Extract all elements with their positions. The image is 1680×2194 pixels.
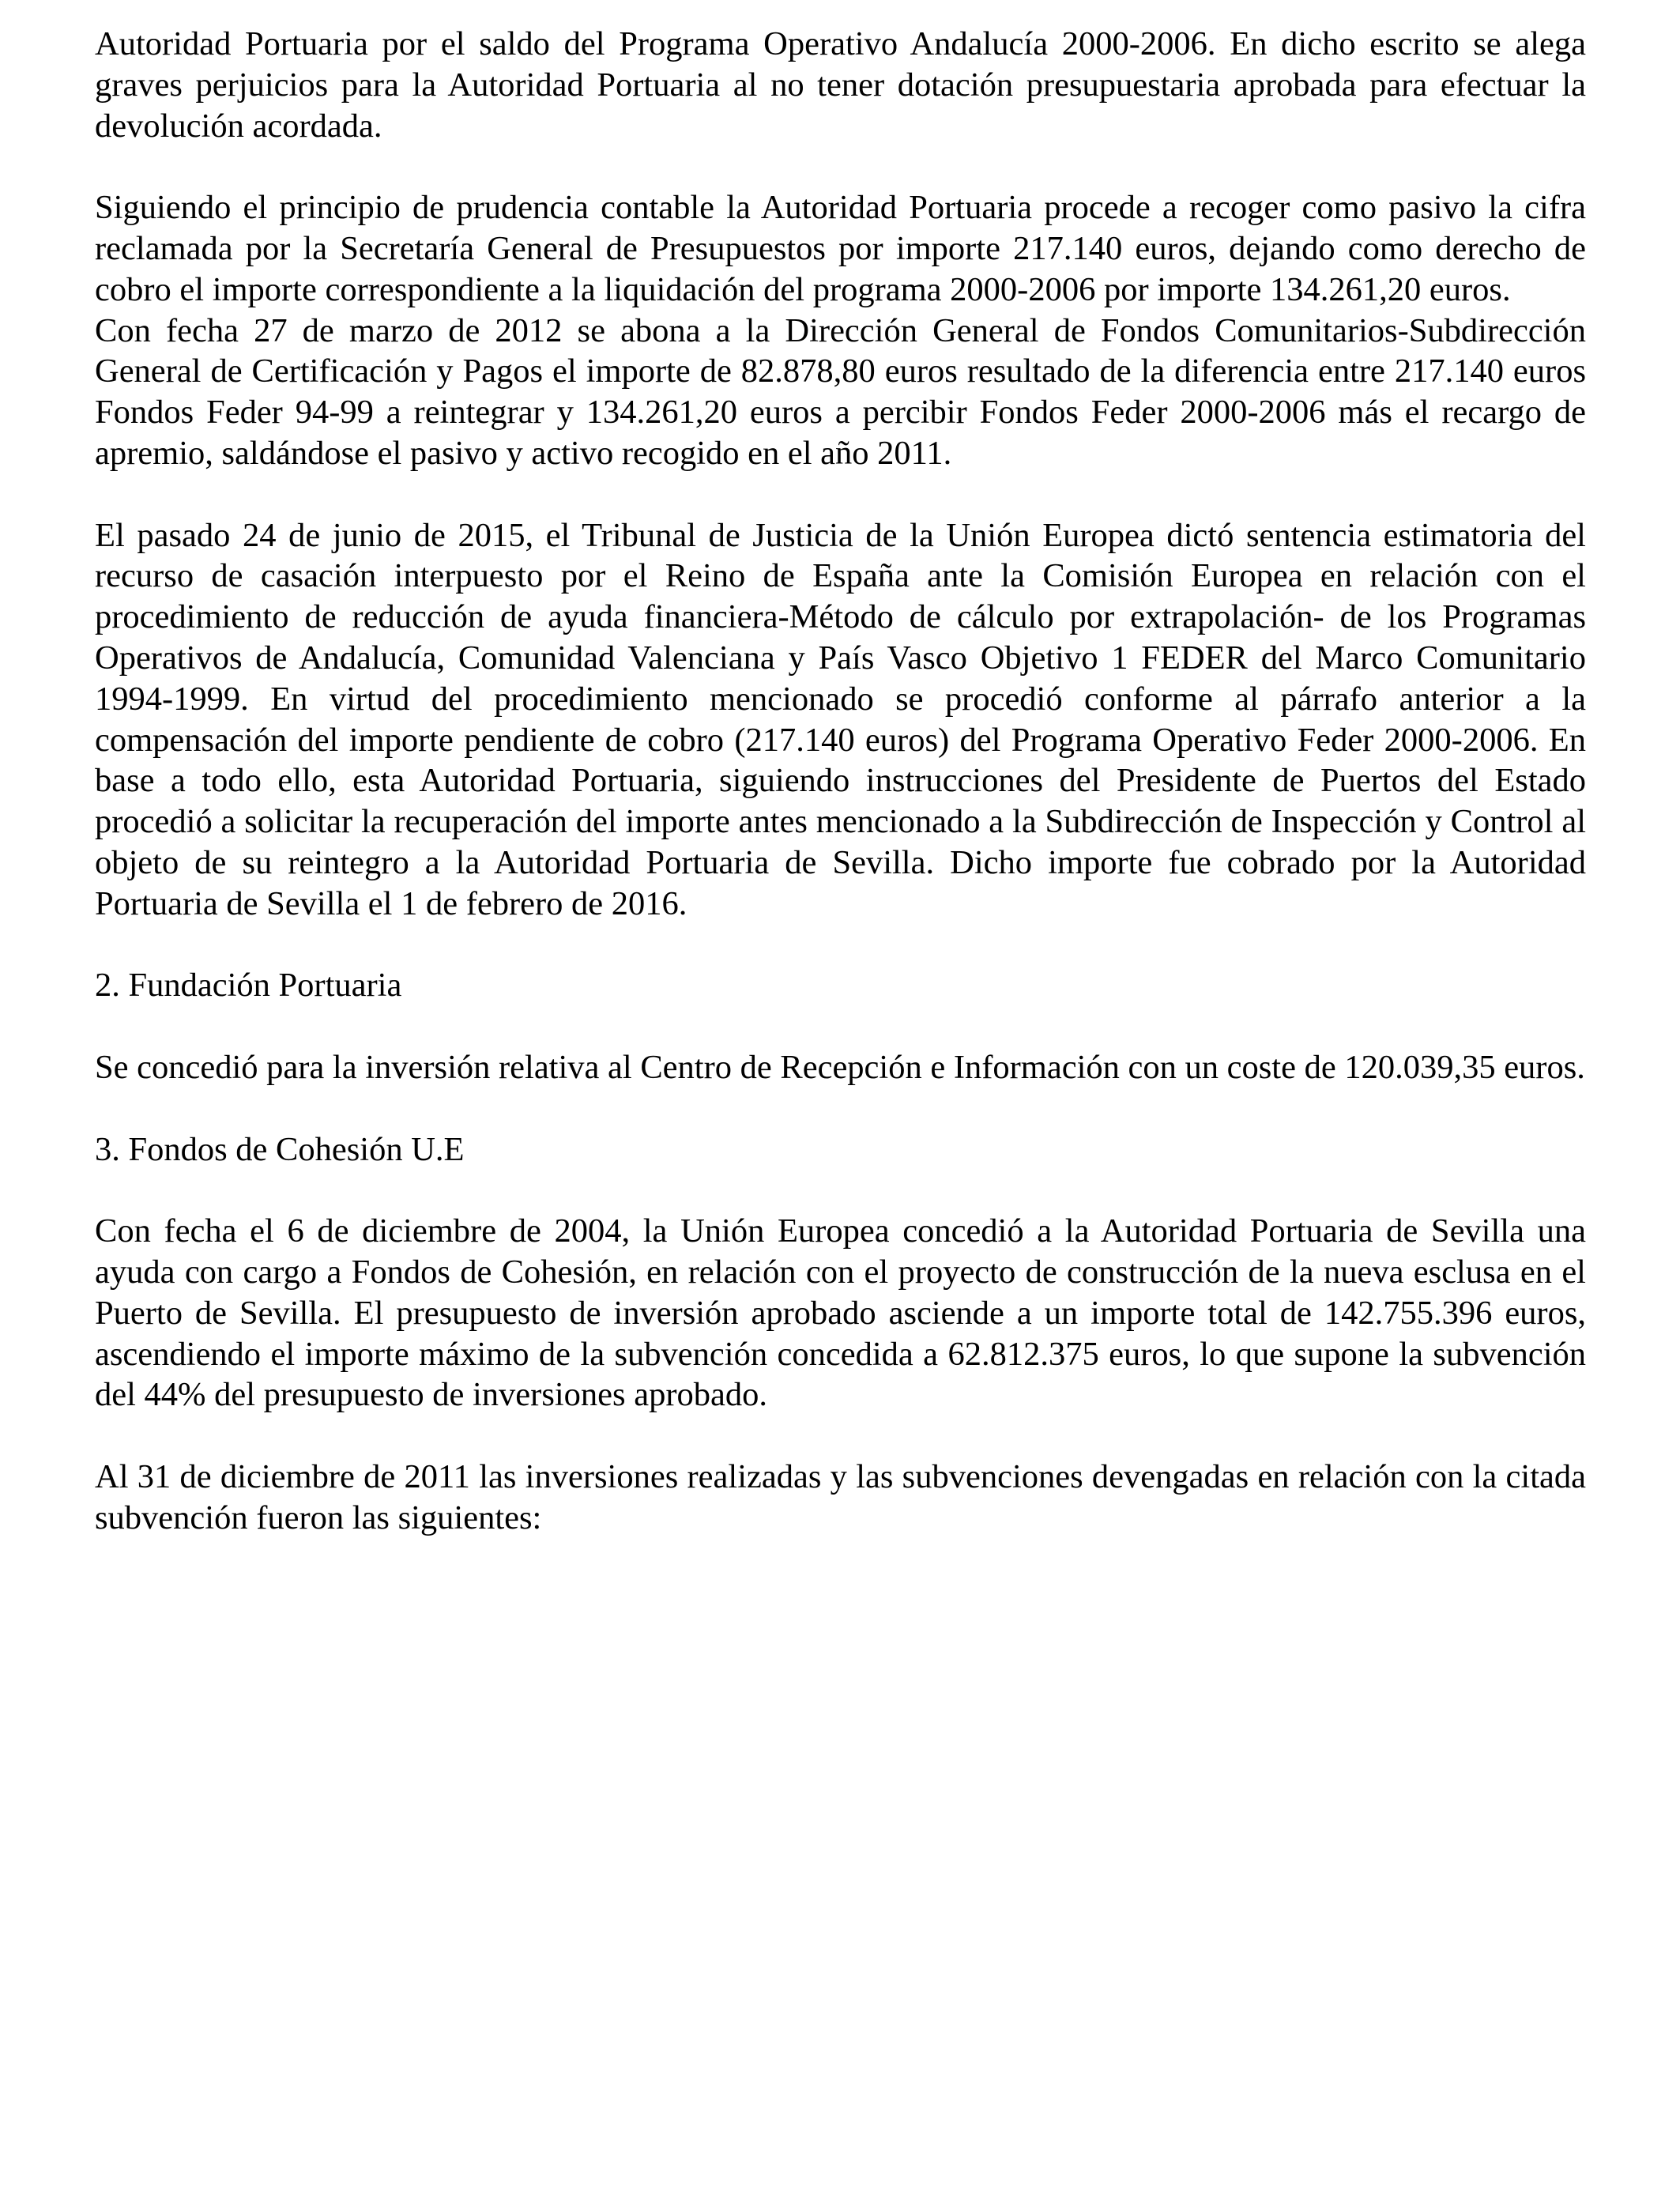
paragraph-ayuda-fondos-cohesion: Con fecha el 6 de diciembre de 2004, la Unión Europea concedió a la Autoridad Portuaria de Sevilla una ayuda con cargo a Fondos de Cohesión, en relación con el proyecto de construcción de la nueva esclusa en el Puerto de Sevilla. El presupuesto de inversión aprobado asciende a un importe total de 142.755.396 euros, ascendiendo el importe máximo de la subvención concedida a 62.812.375 euros, lo que supone la subvención del 44% del presupuesto de inversiones aprobado. <box>95 1212 1586 1414</box>
paragraph-centro-recepcion: Se concedió para la inversión relativa al Centro de Recepción e Información con un coste de 120.039,35 euros. <box>95 1048 1585 1086</box>
paragraph-principio-prudencia: Siguiendo el principio de prudencia contable la Autoridad Portuaria procede a recoger como pasivo la cifra reclamada por la Secretaría General de Presupuestos por importe 217.140 euros, dejando como derecho de cobro el importe correspondiente a la liquidación del programa 2000-2006 por importe 134.261,20 euros. <box>95 189 1586 308</box>
document-page <box>95 24 1586 1538</box>
paragraph-saldo-programa-operativo: Autoridad Portuaria por el saldo del Programa Operativo Andalucía 2000-2006. En dicho escrito se alega graves perjuicios para la Autoridad Portuaria al no tener dotación presupuestaria aprobada para efectuar la devolución acordada. <box>95 25 1586 145</box>
paragraph-inversiones-2011: Al 31 de diciembre de 2011 las inversiones realizadas y las subvenciones devengadas en relación con la citada subvención fueron las siguientes: <box>95 1457 1586 1536</box>
section-heading-fondos-cohesion: 3. Fondos de Cohesión U.E <box>95 1130 465 1168</box>
paragraph-sentencia-tribunal: El pasado 24 de junio de 2015, el Tribunal de Justicia de la Unión Europea dictó sentencia estimatoria del recurso de casación interpuesto por el Reino de España ante la Comisión Europea en relación con el procedimiento de reducción de ayuda financiera-Método de cálculo por extrapolación- de los Programas Operativos de Andalucía, Comunidad Valenciana y País Vasco Objetivo 1 FEDER del Marco Comunitario 1994-1999. En virtud del procedimiento mencionado se procedió conforme al párrafo anterior a la compensación del importe pendiente de cobro (217.140 euros) del Programa Operativo Feder 2000-2006. En base a todo ello, esta Autoridad Portuaria, siguiendo instrucciones del Presidente de Puertos del Estado procedió a solicitar la recuperación del importe antes mencionado a la Subdirección de Inspección y Control al objeto de su reintegro a la Autoridad Portuaria de Sevilla. Dicho importe fue cobrado por la Autoridad Portuaria de Sevilla el 1 de febrero de 2016. <box>95 516 1586 922</box>
section-heading-fundacion-portuaria: 2. Fundación Portuaria <box>95 967 402 1005</box>
paragraph-abono-marzo-2012: Con fecha 27 de marzo de 2012 se abona a la Dirección General de Fondos Comunitarios-Subdirección General de Certificación y Pagos el importe de 82.878,80 euros resultado de la diferencia entre 217.140 euros Fondos Feder 94-99 a reintegrar y 134.261,20 euros a percibir Fondos Feder 2000-2006 más el recargo de apremio, saldándose el pasivo y activo recogido en el año 2011. <box>95 311 1586 472</box>
